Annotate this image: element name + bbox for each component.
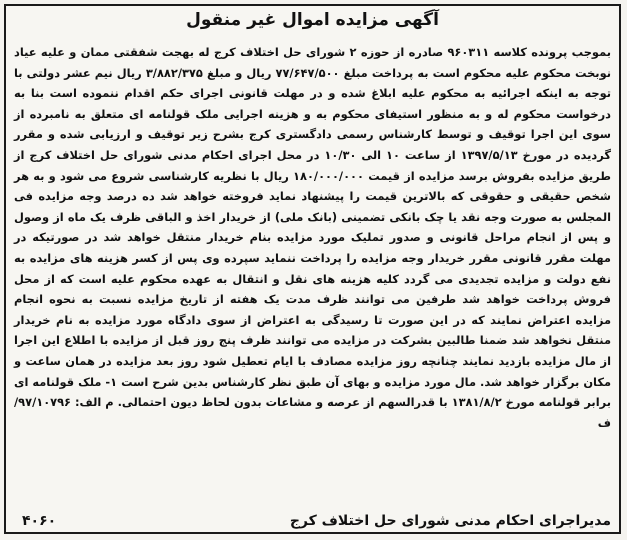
notice-body: بموجب پرونده کلاسه ۹۶۰۳۱۱ صادره از حوزه ۲ شورای حل اختلاف کرج له بهجت شفقتی ممان و علیه عیاد نوبخت محکوم علیه محکوم است به پرداخت مبلغ ۷۷/۶۴۷/۵۰۰ ریال و مبلغ ۳/۸۸۲/۳۷۵ ریال نیم عشر دولتی با توجه به اینکه اجرائیه به محکوم علیه ابلاغ شده و در مهلت قانونی اجرای حکم اقدام ننموده است بنا به درخواست محکوم له و به منظور استیفای محکوم به و هزینه اجرایی ملک قولنامه ای متعلق به نامبرده از سوی این اجرا توقیف و توسط کارشناس رسمی دادگستری کرج بشرح زیر توقیف و ارزیابی شده و مقرر گردیده در مورخ ۱۳۹۷/۵/۱۳ از ساعت ۱۰ الی ۱۰/۳۰ در محل اجرای احکام مدنی شورای حل اختلاف کرج از طریق مزایده بفروش برسد مزایده از قیمت ۱۸۰/۰۰۰/۰۰۰ ریال با نظریه کارشناسی شروع می شود و به هر شخص حقیقی و حقوقی که بالاترین قیمت را پیشنهاد نماید فروخته خواهد شد ده درصد وجه مزایده فی المجلس به صورت وجه نقد یا چک بانکی تضمینی (بانک ملی) از خریدار اخذ و الباقی ظرف یک ماه از وصول و پس از انجام مراحل قانونی و صدور تملیک مورد مزایده بنام خریدار منتقل خواهد شد در صورتیکه در مهلت مقرر قانونی مقرر خریدار وجه مزایده را پرداخت ننماید سپرده وی پس از کسر هزینه های مزایده به نفع دولت و مزایده تجدیدی می گردد کلیه هزینه های نقل و انتقال به عهده محکوم علیه است که از محل فروش پرداخت خواهد شد طرفین می توانند ظرف مدت یک هفته از تاریخ مزایده نسبت به نحوه انجام مزایده اعتراض نمایند که در این صورت تا رسیدگی به اعتراض از سوی دادگاه مورد مزایده به نام خریدار منتقل نخواهد شد ضمنا طالبین بشرکت در مزایده می توانند ظرف پنج روز قبل از مزایده با اطلاع این اجرا از مال مزایده بازدید نمایند چنانچه روز مزایده مصادف با ایام تعطیل شود روز بعد مزایده در همان ساعت و مکان برگزار خواهد شد. مال مورد مزایده و بهای آن طبق نظر کارشناس بدین شرح است ۱- ملک قولنامه ای برابر قولنامه مورخ ۱۳۸۱/۸/۲ با قدرالسهم از عرصه و مشاعات بدون لحاظ دیون احتمالی. م الف: ۹۷/۱۰۷۹۶/ف [14, 45, 611, 430]
notice-code: ۴۰۶۰ [22, 513, 57, 529]
signature-line: مدیراجرای احکام مدنی شورای حل اختلاف کرج [289, 513, 611, 529]
notice-frame [4, 4, 621, 534]
notice-footer [14, 513, 611, 533]
notice-title: آگهی مزایده اموال غیر منقول [186, 10, 439, 30]
